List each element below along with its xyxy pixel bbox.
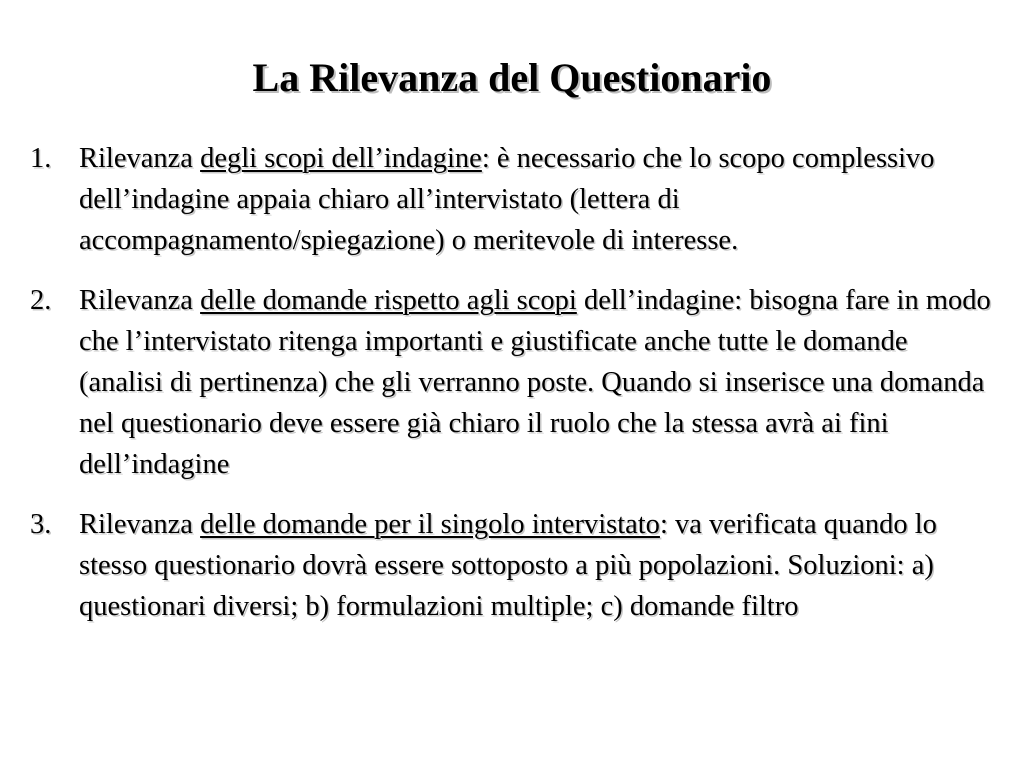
list-item-underlined-phrase: delle domande per il singolo intervistato	[200, 509, 660, 540]
list-item-lead: Rilevanza	[79, 285, 201, 316]
list-item-number: 1.	[30, 143, 52, 174]
list-item-text: dell’indagine: bisogna fare in modo che l’intervistato ritenga importanti e giustificate anche tutte le domande (analisi di pertinenza) che gli verranno poste. Quando si inserisce una domanda nel questionario deve essere già chiaro il ruolo che la stessa avrà ai fini dell’indagine	[79, 285, 991, 480]
list-item-1	[30, 138, 996, 261]
list-item-lead: Rilevanza	[79, 143, 201, 174]
numbered-list	[30, 138, 996, 646]
list-item-3	[30, 504, 996, 627]
list-item-number: 2.	[30, 285, 52, 316]
list-item-underlined-phrase: delle domande rispetto agli scopi	[200, 285, 577, 316]
list-item-number: 3.	[30, 509, 52, 540]
list-item-underlined-phrase: degli scopi dell’indagine	[200, 143, 482, 174]
list-item-lead: Rilevanza	[79, 509, 201, 540]
list-item-text: : va verificata quando lo stesso questionario dovrà essere sottoposto a più popolazioni. Soluzioni: a) questionari diversi; b) formulazioni multiple; c) domande filtro	[79, 509, 937, 622]
slide-title: La Rilevanza del Questionario	[252, 55, 772, 100]
list-item-text: : è necessario che lo scopo complessivo dell’indagine appaia chiaro all’intervistato (lettera di accompagnamento/spiegazione) o meritevole di interesse.	[79, 143, 935, 256]
list-item-2	[30, 280, 996, 485]
